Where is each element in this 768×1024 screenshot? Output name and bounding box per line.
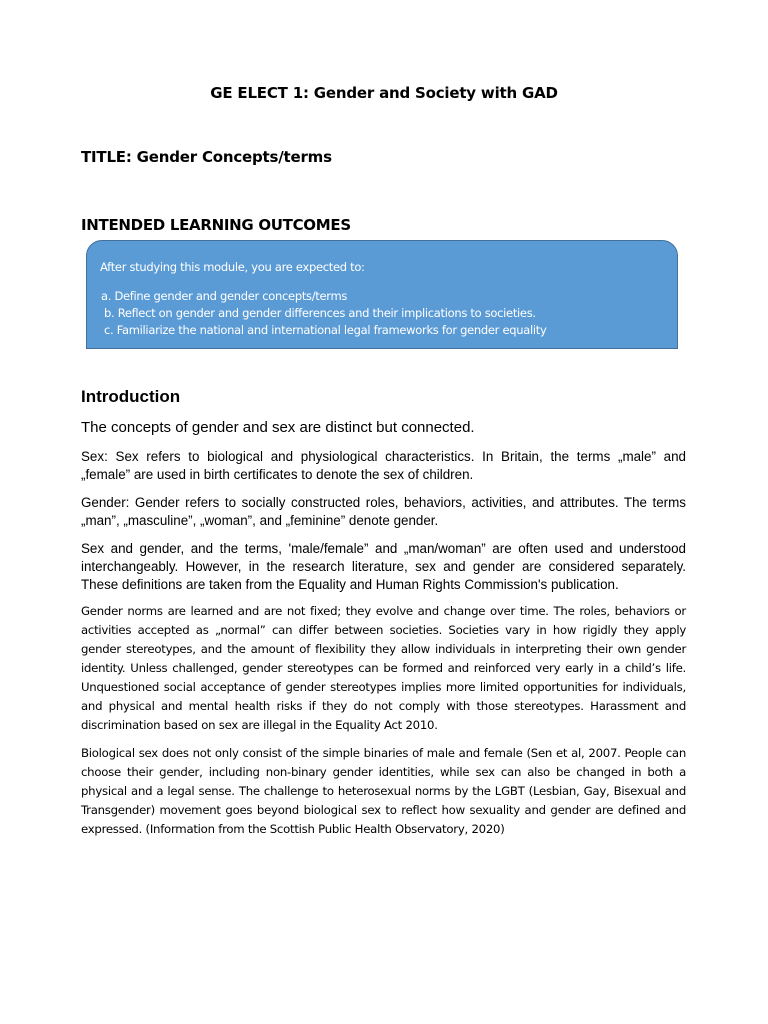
introduction-lead: The concepts of gender and sex are distinct but connected. — [81, 419, 475, 436]
course-title: GE ELECT 1: Gender and Society with GAD — [210, 84, 558, 102]
learning-outcome-item: b. Reflect on gender and gender differences and their implications to societies. — [104, 306, 536, 320]
learning-outcome-item: c. Familiarize the national and international legal frameworks for gender equality — [104, 323, 547, 337]
learning-outcome-item: a. Define gender and gender concepts/terms — [101, 289, 348, 303]
paragraph-sex-and-gender: Sex and gender, and the terms, 'male/female” and „man/woman” are often used and understood interchangeably. However, in the research literature, sex and gender are considered separately. These definitions are taken from the Equality and Human Rights Commission's publication. — [81, 541, 686, 592]
paragraph-gender-norms: Gender norms are learned and are not fixed; they evolve and change over time. The roles, behaviors or activities accepted as „normal” can differ between societies. Societies vary in how rigidly they apply gender stereotypes, and the amount of flexibility they allow individuals in interpreting their own gender identity. Unless challenged, gender stereotypes can be formed and reinforced very early in a child’s life. Unquestioned social acceptance of gender stereotypes implies more limited opportunities for individuals, and physical and mental health risks if they do not comply with those stereotypes. Harassment and discrimination based on sex are illegal in the Equality Act 2010. — [81, 604, 686, 732]
learning-outcomes-intro: After studying this module, you are expected to: — [100, 260, 365, 274]
learning-outcomes-heading: INTENDED LEARNING OUTCOMES — [81, 216, 351, 234]
paragraph-biological-sex: Biological sex does not only consist of the simple binaries of male and female (Sen et al, 2007. People can choose their gender, including non-binary gender identities, while sex can also be changed in both a physical and a legal sense. The challenge to heterosexual norms by the LGBT (Lesbian, Gay, Bisexual and Transgender) movement goes beyond biological sex to reflect how sexuality and gender are defined and expressed. (Information from the Scottish Public Health Observatory, 2020) — [81, 746, 686, 836]
paragraph-gender-definition: Gender: Gender refers to socially constructed roles, behaviors, activities, and attributes. The terms „man”, „masculine”, „woman”, and „feminine” denote gender. — [81, 495, 686, 528]
module-title: TITLE: Gender Concepts/terms — [81, 148, 332, 166]
introduction-heading: Introduction — [81, 387, 181, 406]
paragraph-sex-definition: Sex: Sex refers to biological and physiological characteristics. In Britain, the terms „male” and „female” are used in birth certificates to denote the sex of children. — [81, 449, 686, 482]
learning-outcomes-box — [86, 240, 678, 349]
